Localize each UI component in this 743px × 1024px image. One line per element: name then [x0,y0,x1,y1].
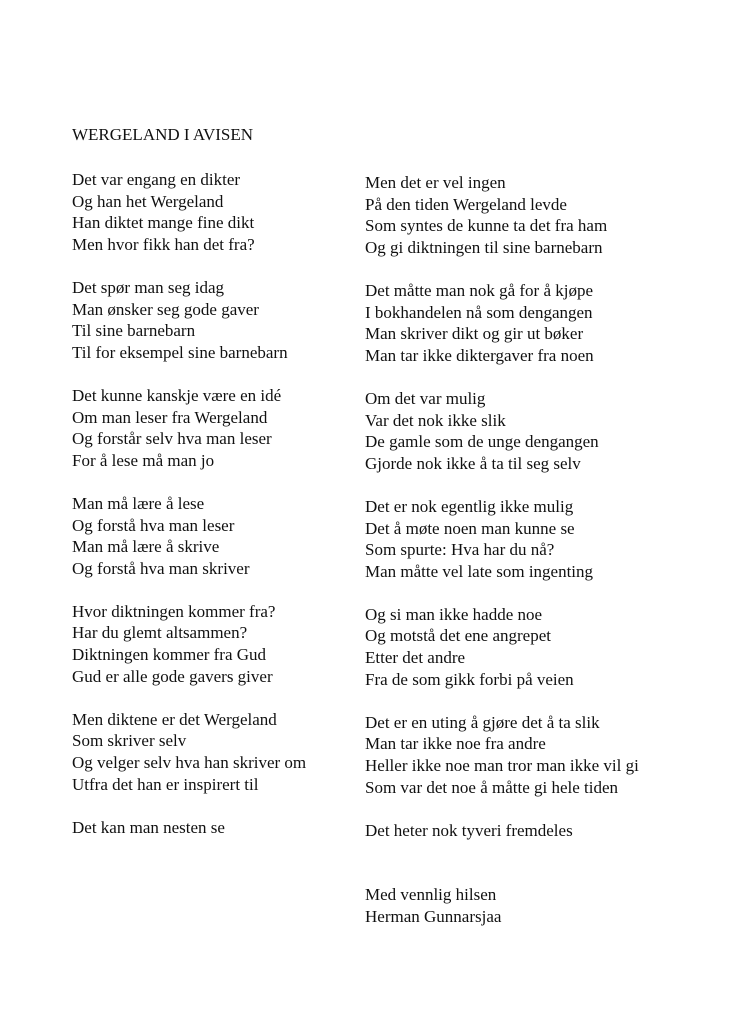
poem-line: Om det var mulig [365,388,486,408]
poem-line: I bokhandelen nå som dengangen [365,302,593,322]
poem-line: Man måtte vel late som ingenting [365,561,594,581]
poem-line: Men hvor fikk han det fra? [72,234,255,254]
poem-line: Og forstå hva man skriver [72,558,250,578]
poem-line: Om man leser fra Wergeland [72,407,268,427]
stanza [365,604,695,690]
poem-line: Man skriver dikt og gir ut bøker [365,324,584,344]
stanza [365,496,695,582]
signoff [365,884,695,927]
stanza [72,493,402,579]
poem-line: Som skriver selv [72,731,187,751]
poem-line: Og velger selv hva han skriver om [72,753,307,773]
stanza [72,385,402,471]
poem-line: Til sine barnebarn [72,321,196,341]
stanza [72,709,402,795]
poem-line: Og forstå hva man leser [72,515,235,535]
poem-line: Fra de som gikk forbi på veien [365,669,574,689]
poem-line: Det var engang en dikter [72,170,241,189]
poem-line: Man må lære å lese [72,493,205,513]
poem-line: Og forstår selv hva man leser [72,429,272,449]
poem-line: De gamle som de unge dengangen [365,432,599,452]
poem-line: Det er nok egentlig ikke mulig [365,496,574,516]
poem-line: På den tiden Wergeland levde [365,194,567,214]
poem-line: Det måtte man nok gå for å kjøpe [365,280,594,300]
poem-line: Han diktet mange fine dikt [72,213,255,233]
poem-line: Det kunne kanskje være en idé [72,385,282,405]
poem-line: Diktningen kommer fra Gud [72,645,267,665]
poem-line: Men det er vel ingen [365,173,506,192]
stanza [72,169,402,255]
poem-title: WERGELAND I AVISEN [72,125,254,144]
stanza [72,817,402,839]
stanza [365,172,695,258]
poem-line: Gjorde nok ikke å ta til seg selv [365,453,581,473]
poem-line: Og si man ikke hadde noe [365,604,543,624]
poem-line: Det er en uting å gjøre det å ta slik [365,712,600,732]
poem-line: Og gi diktningen til sine barnebarn [365,237,603,257]
poem-line: Var det nok ikke slik [365,410,506,430]
stanza [365,820,695,842]
right-column [365,172,695,928]
stanza [365,388,695,474]
poem-line: Heller ikke noe man tror man ikke vil gi [365,756,639,776]
poem-line: Det kan man nesten se [72,817,225,837]
poem-line: Gud er alle gode gavers giver [72,666,273,686]
poem-line: Men diktene er det Wergeland [72,709,277,729]
poem-line: Hvor diktningen kommer fra? [72,601,276,621]
poem-line: Har du glemt altsammen? [72,623,248,643]
poem-line: Til for eksempel sine barnebarn [72,342,288,362]
signoff-greeting: Med vennlig hilsen [365,885,497,905]
poem-line: Utfra det han er inspirert til [72,774,259,794]
left-column [72,169,402,860]
stanza [365,712,695,798]
poem-line: Som spurte: Hva har du nå? [365,540,555,560]
poem-line: Og han het Wergeland [72,191,224,211]
poem-line: Etter det andre [365,648,466,668]
poem-line: Det å møte noen man kunne se [365,518,575,538]
poem-line: Som syntes de kunne ta det fra ham [365,216,608,236]
poem-line: Man tar ikke diktergaver fra noen [365,345,594,365]
poem-line: Man må lære å skrive [72,537,220,557]
stanza [72,601,402,687]
poem-line: For å lese må man jo [72,450,215,470]
poem-line: Man ønsker seg gode gaver [72,299,259,319]
poem-line: Som var det noe å måtte gi hele tiden [365,777,619,797]
stanza [72,277,402,363]
poem-line: Man tar ikke noe fra andre [365,734,546,754]
poem-line: Og motstå det ene angrepet [365,626,551,646]
poem-line: Det spør man seg idag [72,277,225,297]
right-stanzas [365,172,695,841]
poem-line: Det heter nok tyveri fremdeles [365,820,573,840]
stanza [365,280,695,366]
signoff-author: Herman Gunnarsjaa [365,907,502,926]
